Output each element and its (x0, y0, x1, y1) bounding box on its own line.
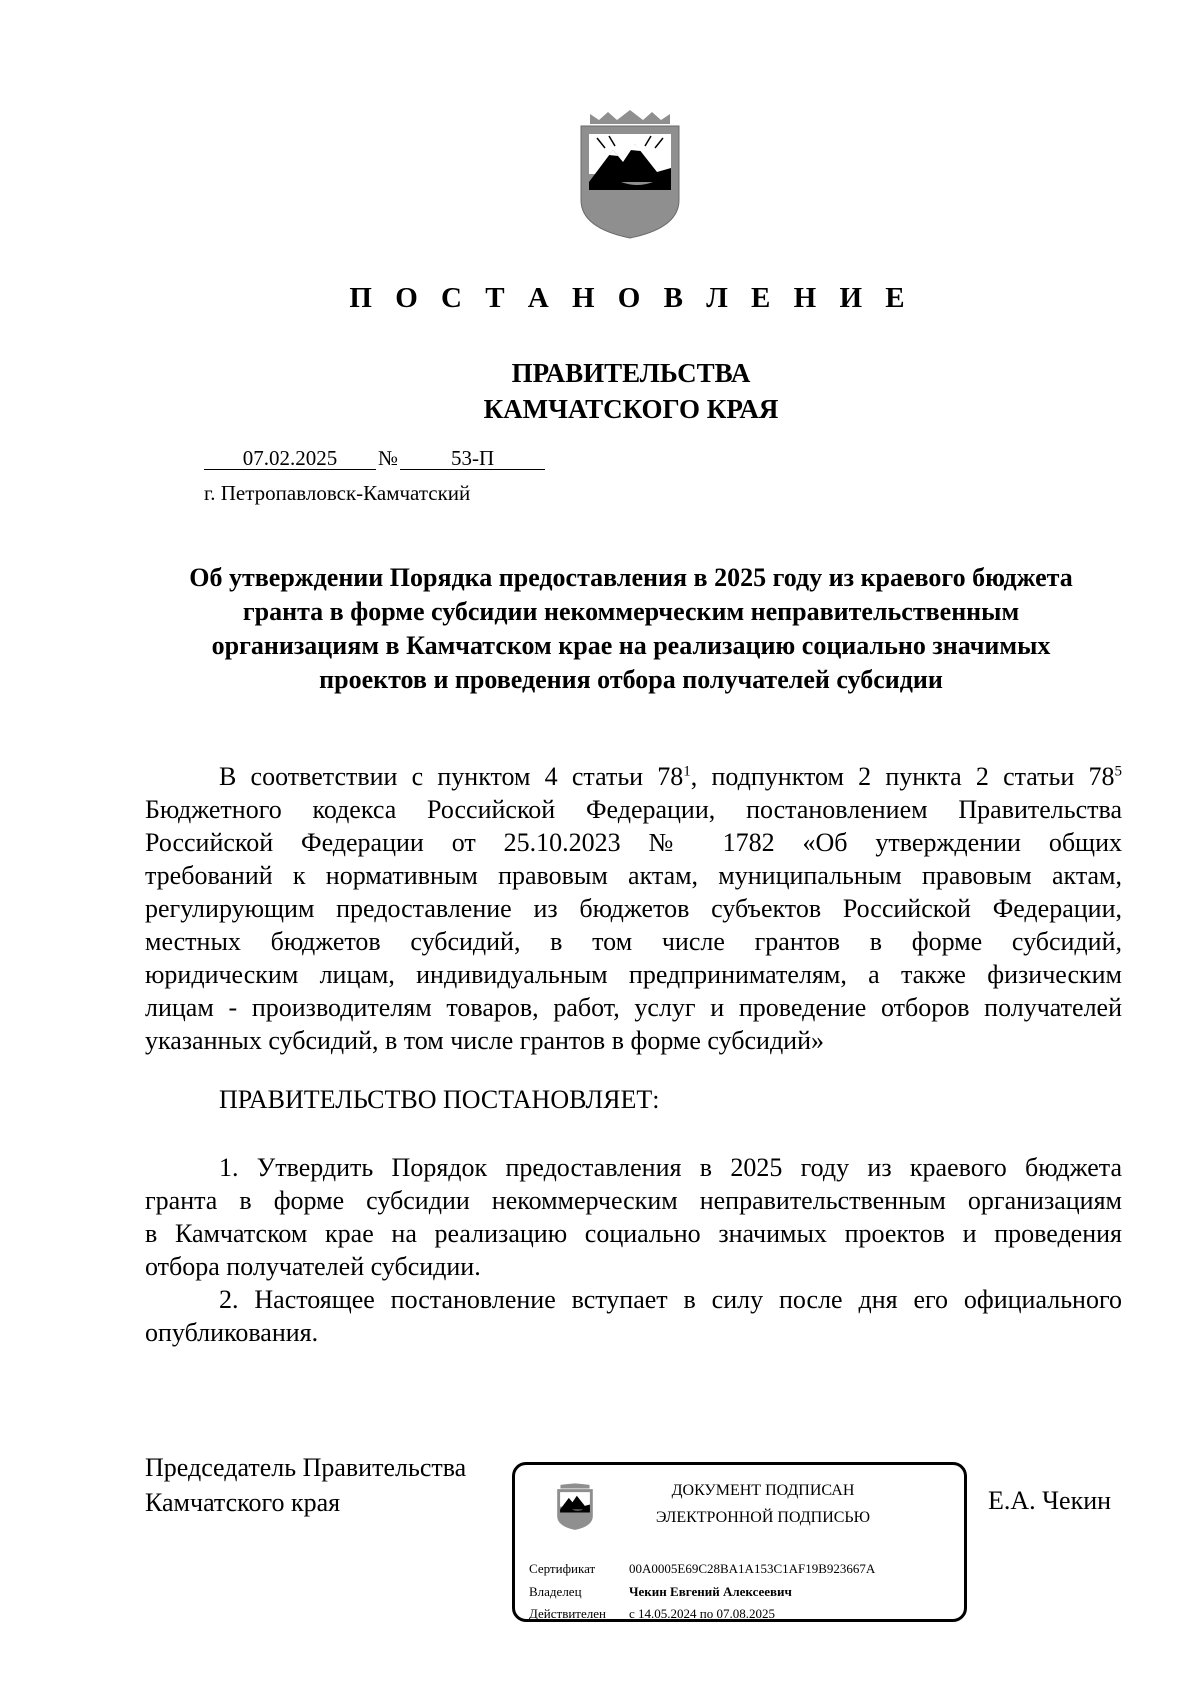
city-line: г. Петропавловск-Камчатский (204, 481, 471, 505)
preamble-line: лицам - производителям товаров, работ, услуг и проведение отборов получателей (145, 993, 1122, 1022)
issuer-line-2: КАМЧАТСКОГО КРАЯ (483, 394, 779, 424)
preamble-line: указанных субсидий, в том числе грантов в форме субсидий» (145, 1026, 825, 1055)
document-number: 53-П (400, 447, 545, 470)
item-1-line: в Камчатском крае на реализацию социально значимых проектов и проведения (145, 1219, 1122, 1248)
stamp-validity-row (529, 1606, 775, 1622)
title-line: гранта в форме субсидии некоммерческим неправительственным (242, 597, 1020, 626)
preamble-line: юридическим лицам, индивидуальным предпринимателям, а также физическим (145, 960, 1122, 989)
stamp-emblem-icon (555, 1483, 595, 1531)
item-1-line: отбора получателей субсидии. (145, 1252, 481, 1281)
title-line: Об утверждении Порядка предоставления в 2025 году из краевого бюджета (189, 563, 1073, 592)
superscript: 5 (1114, 763, 1122, 780)
item-1-line: гранта в форме субсидии некоммерческим неправительственным организациям (145, 1186, 1122, 1215)
signer-position (145, 1450, 466, 1520)
preamble-line: Бюджетного кодекса Российской Федерации, постановлением Правительства (145, 795, 1122, 824)
number-sign: № (378, 446, 399, 470)
item-2-paragraph (145, 1283, 1122, 1349)
stamp-heading-line: ЭЛЕКТРОННОЙ ПОДПИСЬЮ (655, 1509, 871, 1526)
stamp-certificate-value: 00A0005E69C28BA1A153C1AF19B923667A (629, 1561, 876, 1576)
stamp-heading (633, 1477, 893, 1531)
document-date: 07.02.2025 (204, 447, 376, 470)
issuer-line-1: ПРАВИТЕЛЬСТВА (511, 358, 751, 388)
date-number-line (204, 446, 545, 471)
decree-heading: ПРАВИТЕЛЬСТВО ПОСТАНОВЛЯЕТ: (219, 1085, 660, 1114)
title-line: проектов и проведения отбора получателей субсидии (319, 665, 943, 694)
preamble-line-first (145, 760, 1122, 793)
preamble-paragraph (145, 760, 1122, 1057)
document-title (140, 561, 1122, 697)
item-2-line: 2. Настоящее постановление вступает в силу после дня его официального (219, 1285, 1122, 1314)
signer-position-line: Председатель Правительства (145, 1453, 467, 1482)
stamp-validity-value: с 14.05.2024 по 07.08.2025 (629, 1606, 775, 1621)
stamp-owner-value: Чекин Евгений Алексеевич (629, 1584, 792, 1599)
document-type-heading: П О С Т А Н О В Л Е Н И Е (349, 282, 913, 314)
stamp-certificate-row (529, 1561, 875, 1577)
preamble-text: , подпунктом 2 пункта 2 статьи 78 (690, 762, 1115, 791)
stamp-certificate-label: Сертификат (529, 1561, 596, 1576)
kamchatka-emblem-icon (575, 110, 685, 240)
stamp-owner-row (529, 1584, 792, 1600)
item-1-line: 1. Утвердить Порядок предоставления в 2025 году из краевого бюджета (219, 1153, 1122, 1182)
preamble-line: местных бюджетов субсидий, в том числе грантов в форме субсидий, (145, 927, 1122, 956)
preamble-line: Российской Федерации от 25.10.2023 № 1782 «Об утверждении общих (145, 828, 1122, 857)
stamp-validity-label: Действителен (529, 1606, 606, 1621)
stamp-heading-line: ДОКУМЕНТ ПОДПИСАН (671, 1482, 855, 1499)
e-signature-stamp (512, 1462, 967, 1622)
preamble-line: требований к нормативным правовым актам, муниципальным правовым актам, (145, 861, 1122, 890)
stamp-owner-label: Владелец (529, 1584, 582, 1599)
signer-position-line: Камчатского края (145, 1488, 341, 1517)
signer-name: Е.А. Чекин (988, 1486, 1112, 1515)
item-1-paragraph (145, 1151, 1122, 1283)
preamble-line: регулирующим предоставление из бюджетов субъектов Российской Федерации, (145, 894, 1122, 923)
superscript: 1 (683, 763, 691, 780)
title-line: организациям в Камчатском крае на реализацию социально значимых (211, 631, 1051, 660)
preamble-text: В соответствии с пунктом 4 статьи 78 (219, 762, 684, 791)
item-2-line: опубликования. (145, 1318, 319, 1347)
